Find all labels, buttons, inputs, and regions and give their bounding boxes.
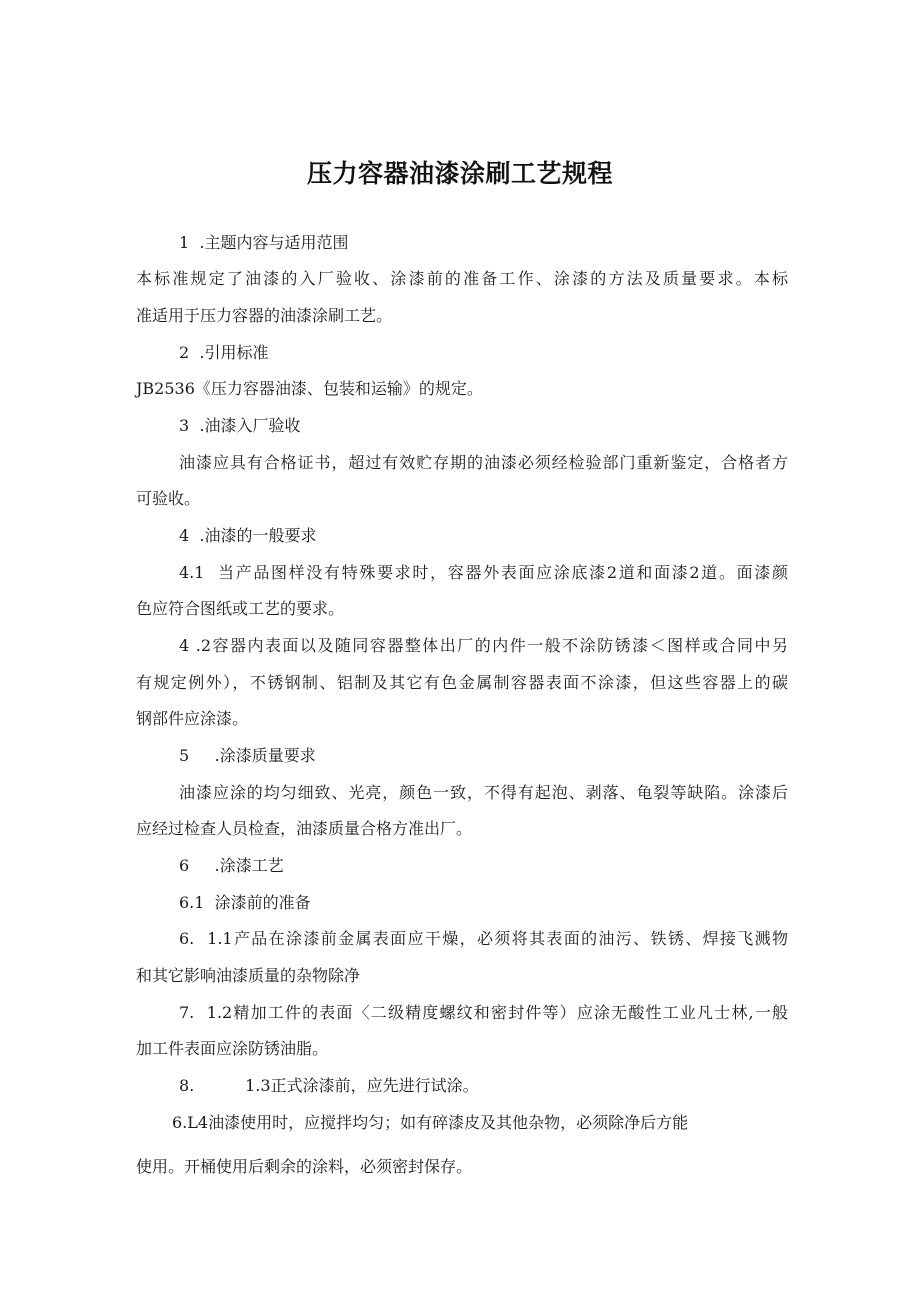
section-4-2-line-2: 有规定例外），不锈钢制、铝制及其它有色金属制容器表面不涂漆，但这些容器上的碳 — [136, 673, 788, 692]
section-1-heading: 1 .主题内容与适用范围 — [179, 233, 349, 252]
section-4-1-line-2: 色应符合图纸或工艺的要求。 — [136, 599, 345, 618]
section-4-1-line-1: 4.1 当产品图样没有特殊要求时，容器外表面应涂底漆2道和面漆2道。面漆颜 — [179, 563, 788, 582]
section-5-body-line-2: 应经过检查人员检查，油漆质量合格方准出厂。 — [136, 819, 473, 838]
section-6-1-heading: 6.1 涂漆前的准备 — [179, 893, 311, 912]
document-title: 压力容器油漆涂刷工艺规程 — [306, 159, 613, 188]
section-6-1-1-line-1: 6. 1.1产品在涂漆前金属表面应干燥，必须将其表面的油污、铁锈、焊接飞溅物 — [179, 929, 788, 948]
section-2-body: JB2536《压力容器油漆、包装和运输》的规定。 — [136, 379, 483, 398]
section-4-2-line-3: 钢部件应涂漆。 — [136, 709, 249, 728]
section-6-1-3: 8. 1.3正式涂漆前，应先进行试涂。 — [179, 1076, 479, 1095]
section-6-1-1-line-2: 和其它影响油漆质量的杂物除净 — [136, 966, 361, 985]
section-5-body-line-1: 油漆应涂的均匀细致、光亮，颜色一致，不得有起泡、剥落、龟裂等缺陷。涂漆后 — [179, 783, 788, 802]
section-3-body-line-2: 可验收。 — [136, 489, 201, 508]
section-4-2-line-1: 4 .2容器内表面以及随同容器整体出厂的内件一般不涂防锈漆＜图样或合同中另 — [179, 636, 788, 655]
section-5-heading: 5 .涂漆质量要求 — [179, 746, 316, 765]
section-1-body-line-1: 本标准规定了油漆的入厂验收、涂漆前的准备工作、涂漆的方法及质量要求。本标 — [136, 269, 788, 288]
section-1-body-line-2: 准适用于压力容器的油漆涂刷工艺。 — [136, 306, 393, 325]
section-6-heading: 6 .涂漆工艺 — [179, 856, 284, 875]
section-4-heading: 4 .油漆的一般要求 — [179, 526, 317, 545]
section-6-1-4-line-2: 使用。开桶使用后剩余的涂料，必须密封保存。 — [136, 1157, 473, 1176]
section-3-body-line-1: 油漆应具有合格证书，超过有效贮存期的油漆必须经检验部门重新鉴定，合格者方 — [179, 453, 788, 472]
section-6-1-2-line-2: 加工件表面应涂防锈油脂。 — [136, 1039, 329, 1058]
section-6-1-2-line-1: 7. 1.2精加工件的表面〈二级精度螺纹和密封件等）应涂无酸性工业凡士林,一般 — [179, 1003, 788, 1022]
section-3-heading: 3 .油漆入厂验收 — [179, 416, 301, 435]
section-6-1-4-line-1: 6.L4油漆使用时，应搅拌均匀；如有碎漆皮及其他杂物，必须除净后方能 — [172, 1113, 689, 1132]
section-2-heading: 2 .引用标准 — [179, 343, 269, 362]
